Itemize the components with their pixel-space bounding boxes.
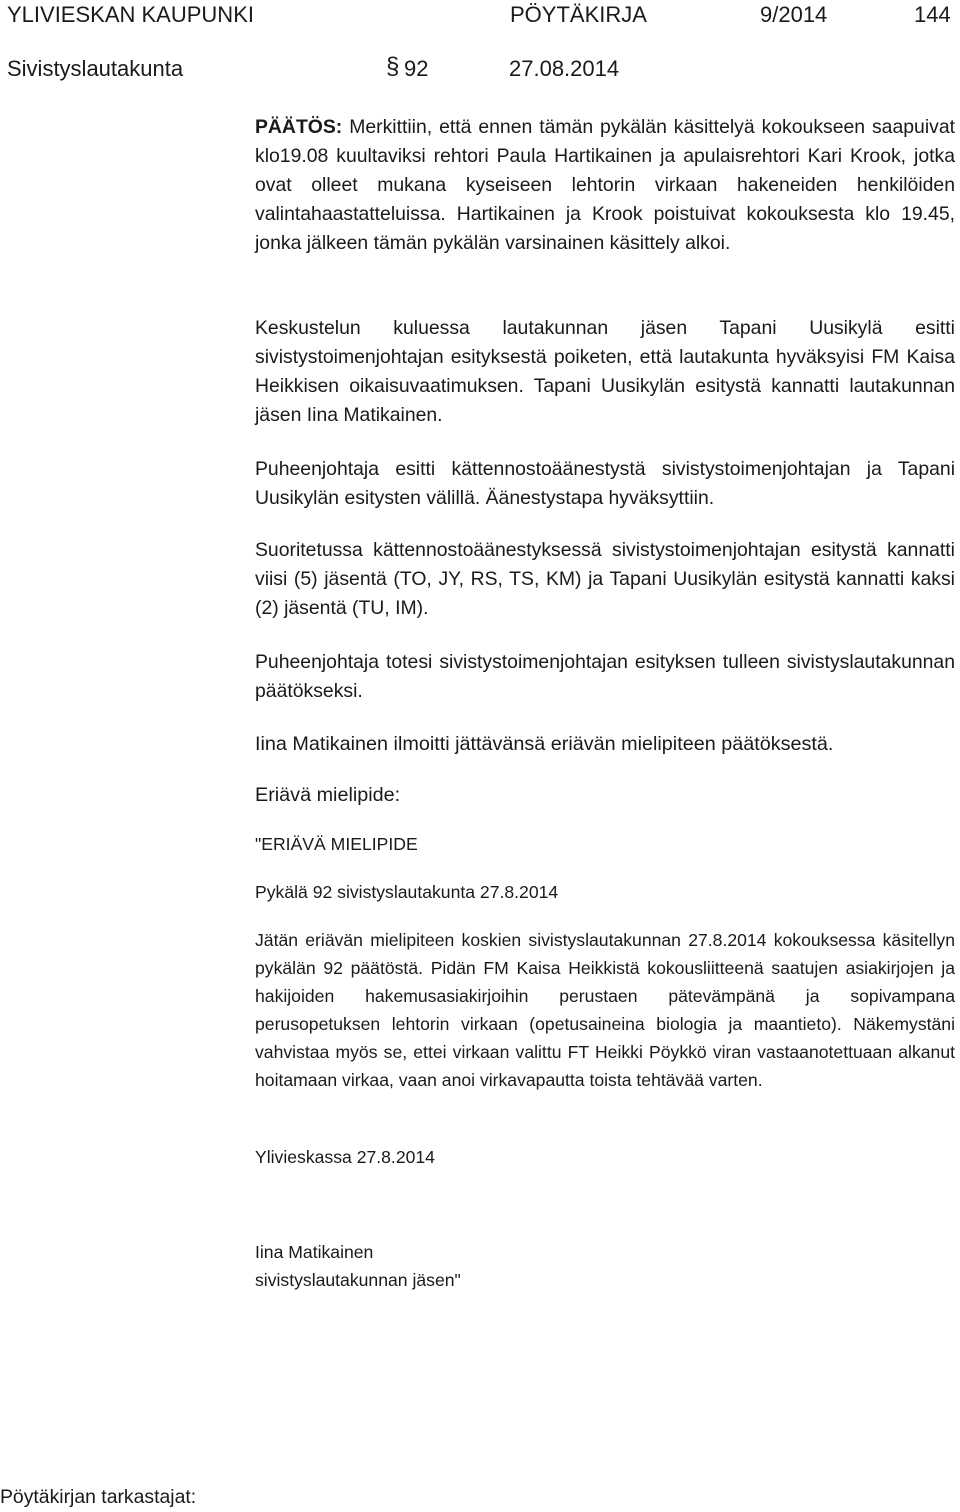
decision-block	[255, 113, 955, 258]
discussion-paragraph-1	[255, 314, 955, 430]
meeting-date: 27.08.2014	[509, 56, 620, 81]
paragraph-text: Puheenjohtaja totesi sivistystoimenjohtajan esityksen tulleen sivistyslautakunnan päätökseksi.	[255, 651, 955, 702]
quote-title-block	[255, 830, 955, 858]
dissent-label: Eriävä mielipide:	[255, 784, 401, 806]
discussion-paragraph-2	[255, 455, 955, 513]
section-symbol: §	[386, 53, 400, 80]
signer-name: Iina Matikainen	[255, 1242, 374, 1262]
footer-inspectors-label: Pöytäkirjan tarkastajat:	[0, 1486, 197, 1508]
quote-place-date: Ylivieskassa 27.8.2014	[255, 1147, 435, 1167]
quote-body: Jätän eriävän mielipiteen koskien sivistyslautakunnan 27.8.2014 kokouksessa käsitellyn pykälän 92 päätöstä. Pidän FM Kaisa Heikkistä kokousliitteenä saatujen asiakirjojen ja hakijoiden hakemusasiakirjoihin perustaen pätevämpänä ja sopivampana perusopetuksen lehtorin virkaan (opetusaineina biologia ja maantieto). Näkemystäni vahvistaa myös se, ettei virkaan valittu FT Heikki Pöykkö viran vastaanotettuaan alkanut hoitamaan virkaa, vaan anoi virkavapautta toista tehtävää varten.	[255, 930, 955, 1090]
quote-section: Pykälä 92 sivistyslautakunta 27.8.2014	[255, 882, 559, 902]
signature-block	[255, 1238, 955, 1294]
decision-text: Merkittiin, että ennen tämän pykälän käsittelyä kokoukseen saapuivat klo19.08 kuultaviksi rehtori Paula Hartikainen ja apulaisrehtori Kari Krook, jotka ovat olleet mukana kyseiseen lehtorin virkaan hakeneiden henkilöiden valintahaastatteluissa. Hartikainen ja Krook poistuivat kokouksesta klo 19.45, jonka jälkeen tämän pykälän varsinainen käsittely alkoi.	[255, 116, 955, 254]
committee-name: Sivistyslautakunta	[7, 56, 184, 81]
quote-place-date-block	[255, 1143, 955, 1171]
quote-body-block	[255, 926, 955, 1094]
section-number: 92	[404, 56, 429, 81]
paragraph-text: Suoritetussa kättennostoäänestyksessä sivistystoimenjohtajan esitystä kannatti viisi (5) jäsentä (TO, JY, RS, TS, KM) ja Tapani Uusikylän esitystä kannatti kaksi (2) jäsentä (TU, IM).	[255, 539, 955, 619]
decision-paragraph	[255, 113, 955, 258]
decision-label: PÄÄTÖS:	[255, 116, 343, 138]
document-number: 9/2014	[760, 2, 828, 27]
signer-title: sivistyslautakunnan jäsen"	[255, 1270, 461, 1290]
organization-name: YLIVIESKAN KAUPUNKI	[7, 2, 254, 27]
discussion-paragraph-4	[255, 648, 955, 706]
paragraph-text: Iina Matikainen ilmoitti jättävänsä eriävän mielipiteen päätöksestä.	[255, 733, 834, 755]
quote-section-block	[255, 878, 955, 906]
paragraph-text: Keskustelun kuluessa lautakunnan jäsen Tapani Uusikylä esitti sivistystoimenjohtajan esityksestä poiketen, että lautakunta hyväksyisi FM Kaisa Heikkisen oikaisuvaatimuksen. Tapani Uusikylän esitystä kannatti lautakunnan jäsen Iina Matikainen.	[255, 317, 955, 426]
document-type: PÖYTÄKIRJA	[510, 2, 647, 27]
discussion-paragraph-5	[255, 730, 955, 759]
paragraph-text: Puheenjohtaja esitti kättennostoäänestystä sivistystoimenjohtajan ja Tapani Uusikylän esitysten välillä. Äänestystapa hyväksyttiin.	[255, 458, 955, 509]
dissent-label-block	[255, 781, 955, 810]
quote-title: "ERIÄVÄ MIELIPIDE	[255, 834, 418, 854]
page-number: 144	[914, 2, 951, 27]
discussion-paragraph-3	[255, 536, 955, 623]
